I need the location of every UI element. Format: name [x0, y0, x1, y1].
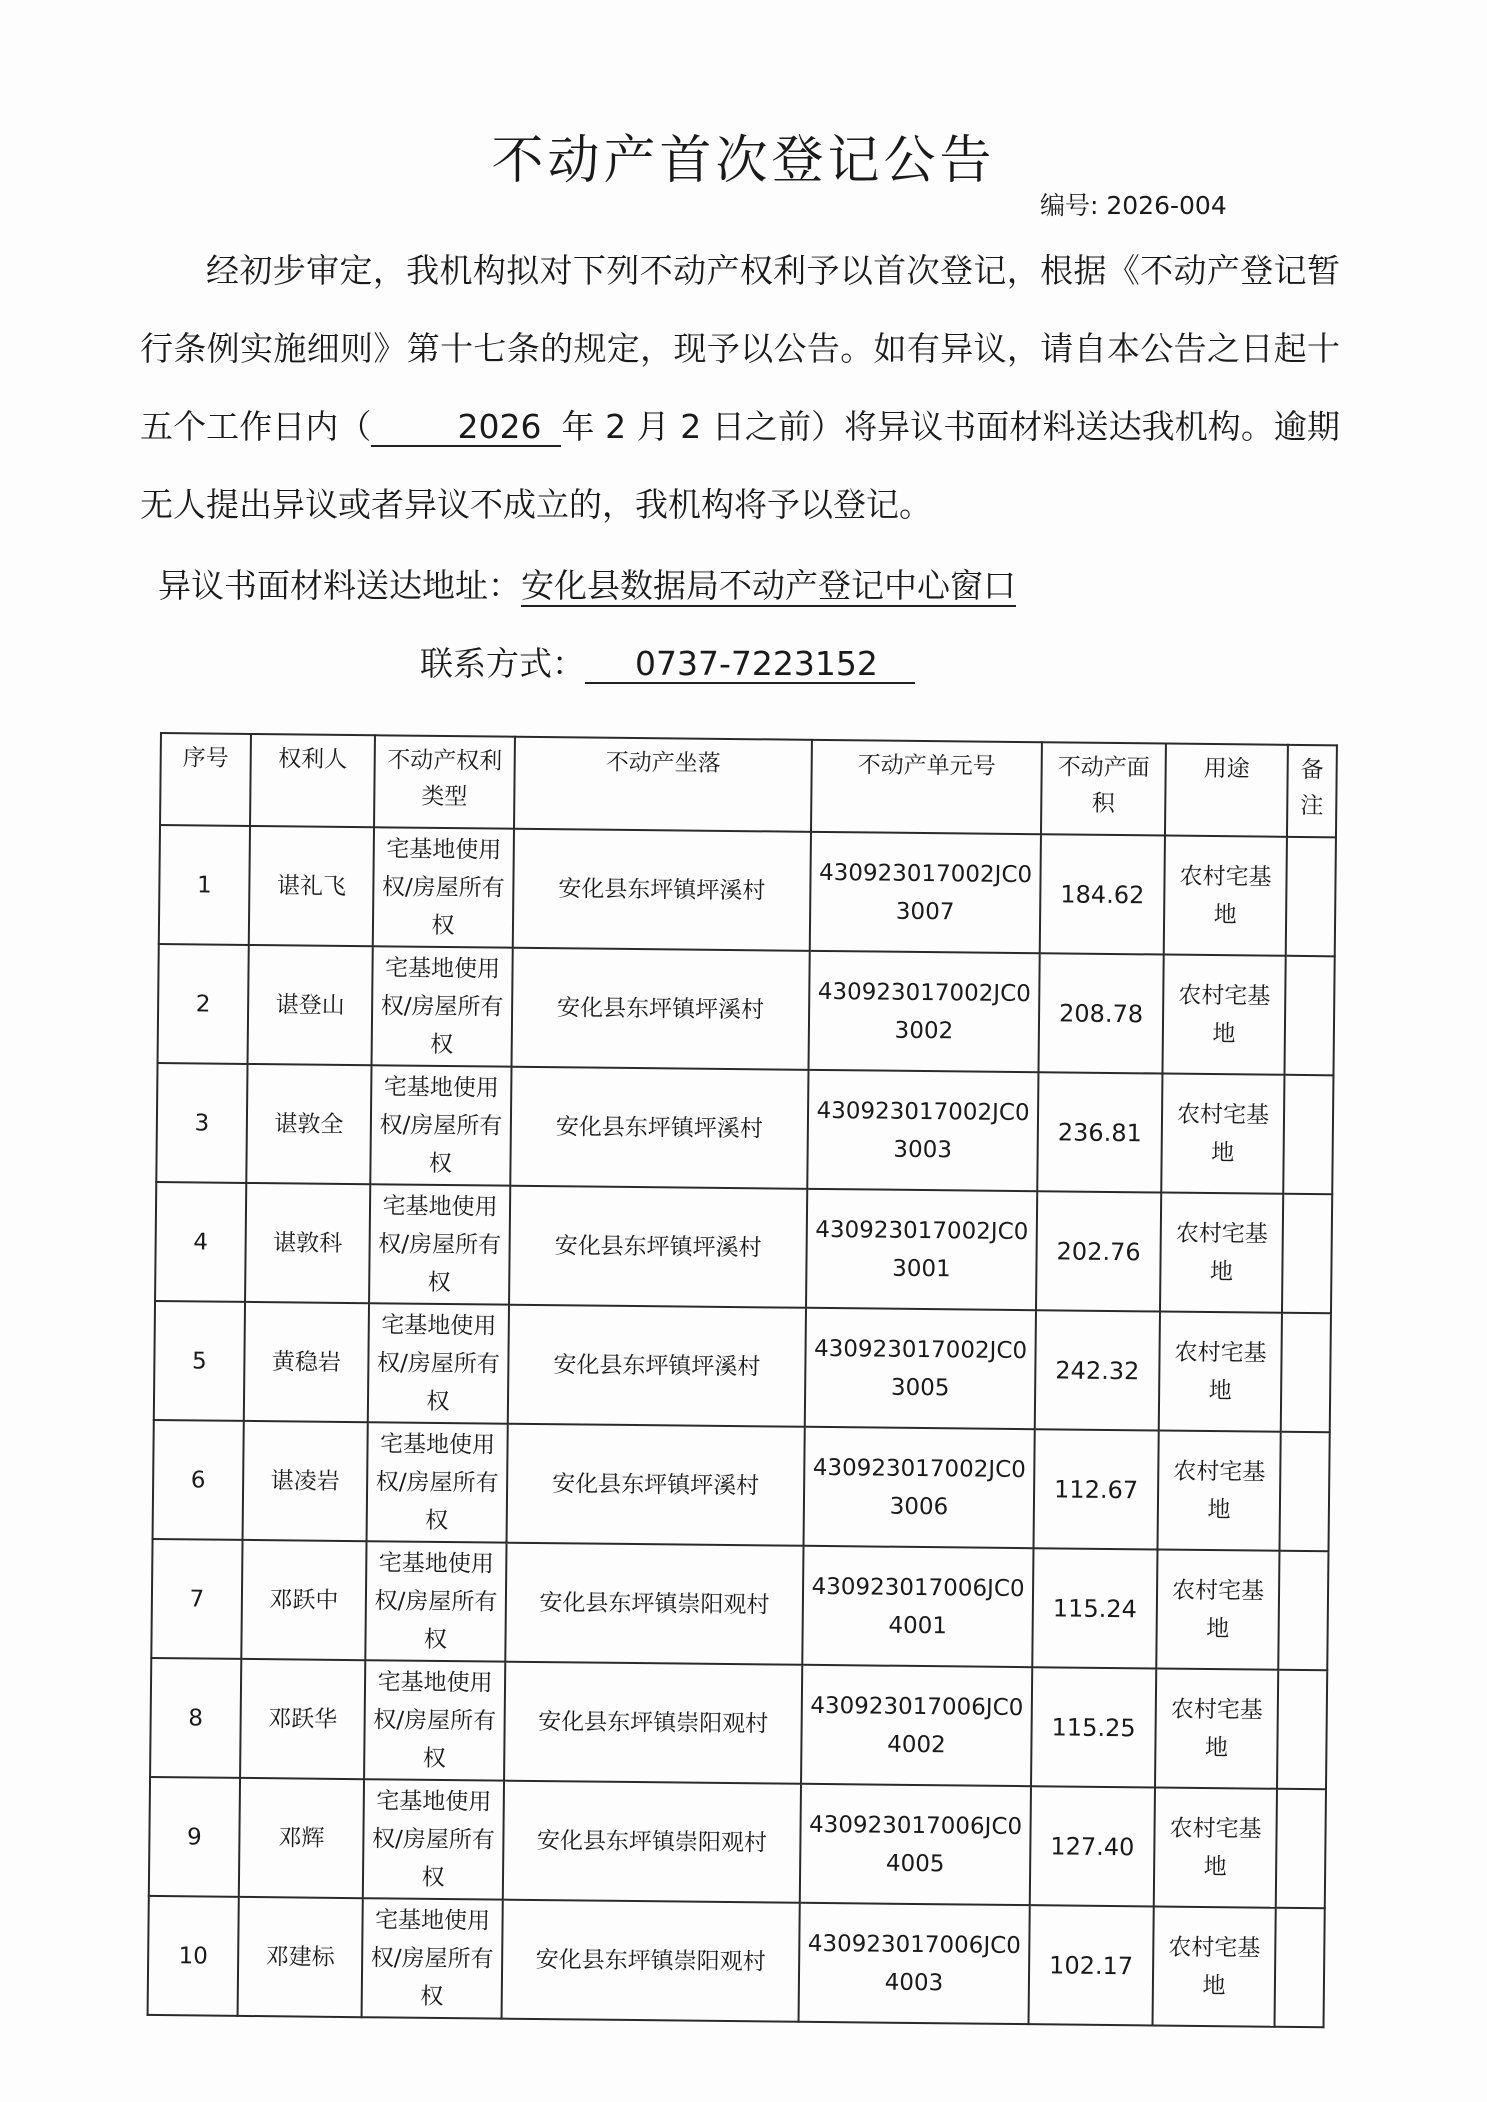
cell-location: 安化县东坪镇坪溪村 — [508, 1305, 806, 1427]
cell-no: 1 — [159, 825, 250, 945]
cell-use: 农村宅基地 — [1160, 1193, 1283, 1313]
document-number: 编号: 2026-004 — [1040, 191, 1227, 220]
cell-right-type: 宅基地使用权/房屋所有权 — [363, 1779, 504, 1899]
cell-area: 115.24 — [1032, 1548, 1157, 1668]
cell-right-type: 宅基地使用权/房屋所有权 — [368, 1303, 509, 1423]
table-row — [154, 1301, 1331, 1432]
cell-no: 3 — [156, 1063, 247, 1183]
cell-use: 农村宅基地 — [1157, 1430, 1280, 1550]
cell-area: 236.81 — [1037, 1072, 1162, 1192]
cell-owner: 谌礼飞 — [249, 826, 374, 946]
registration-table — [147, 732, 1338, 2028]
cell-no: 8 — [150, 1658, 241, 1778]
table-header-row — [160, 733, 1337, 837]
cell-location: 安化县东坪镇坪溪村 — [509, 1186, 807, 1308]
cell-owner: 谌登山 — [248, 945, 373, 1065]
cell-note — [1279, 1432, 1329, 1552]
cell-owner: 邓建标 — [238, 1897, 363, 2017]
cell-use: 农村宅基地 — [1154, 1787, 1277, 1907]
cell-location: 安化县东坪镇坪溪村 — [512, 948, 810, 1070]
cell-owner: 谌敦全 — [246, 1064, 371, 1184]
cell-no: 9 — [149, 1777, 240, 1897]
address-label: 异议书面材料送达地址： — [158, 566, 521, 605]
cell-location: 安化县东坪镇坪溪村 — [510, 1067, 808, 1189]
cell-owner: 谌凌岩 — [243, 1421, 368, 1541]
header-location: 不动产坐落 — [514, 737, 812, 832]
cell-area: 242.32 — [1035, 1310, 1160, 1430]
cell-owner: 黄稳岩 — [244, 1302, 369, 1422]
cell-use: 农村宅基地 — [1161, 1074, 1284, 1194]
cell-use: 农村宅基地 — [1155, 1668, 1278, 1788]
cell-no: 2 — [158, 944, 249, 1064]
cell-unit-number: 430923017006JC04005 — [800, 1784, 1031, 1905]
cell-right-type: 宅基地使用权/房屋所有权 — [365, 1541, 506, 1661]
cell-note — [1277, 1670, 1327, 1790]
cell-location: 安化县东坪镇坪溪村 — [513, 829, 811, 951]
cell-note — [1278, 1551, 1328, 1671]
header-note: 备注 — [1287, 745, 1337, 838]
cell-right-type: 宅基地使用权/房屋所有权 — [362, 1898, 503, 2018]
address-value: 安化县数据局不动产登记中心窗口 — [521, 566, 1016, 605]
table-row — [155, 1182, 1332, 1313]
cell-area: 102.17 — [1029, 1905, 1154, 2025]
cell-use: 农村宅基地 — [1164, 836, 1287, 956]
cell-unit-number: 430923017002JC03002 — [808, 951, 1039, 1072]
cell-use: 农村宅基地 — [1159, 1312, 1282, 1432]
cell-use: 农村宅基地 — [1156, 1549, 1279, 1669]
cell-no: 4 — [155, 1182, 246, 1302]
cell-note — [1276, 1789, 1326, 1909]
header-unit-number: 不动产单元号 — [811, 740, 1042, 834]
deadline-year: 2026 — [371, 409, 561, 447]
cell-unit-number: 430923017002JC03003 — [807, 1070, 1038, 1191]
cell-area: 127.40 — [1030, 1786, 1155, 1906]
contact-info — [420, 638, 915, 685]
cell-no: 5 — [154, 1301, 245, 1421]
page-title: 不动产首次登记公告 — [491, 131, 996, 191]
cell-right-type: 宅基地使用权/房屋所有权 — [364, 1660, 505, 1780]
notice-paragraph — [140, 232, 1340, 544]
notice-text-part1: 经初步审定，我机构拟对下列不动产权利予以首次登记，根据《不动产登记暂行条例实施细则》第十七条的规定，现予以公告。如有异议，请自本公告之日起十五个工作日内（ — [140, 251, 1340, 446]
table-row — [158, 944, 1335, 1075]
cell-unit-number: 430923017006JC04002 — [801, 1665, 1032, 1786]
cell-note — [1275, 1908, 1325, 2028]
cell-area: 202.76 — [1036, 1191, 1161, 1311]
table-row — [148, 1896, 1325, 2027]
table-row — [156, 1063, 1333, 1194]
cell-owner: 邓跃华 — [240, 1659, 365, 1779]
cell-owner: 邓辉 — [239, 1778, 364, 1898]
cell-unit-number: 430923017002JC03001 — [806, 1189, 1037, 1310]
cell-no: 7 — [151, 1539, 242, 1659]
cell-unit-number: 430923017006JC04003 — [799, 1903, 1030, 2024]
header-use: 用途 — [1165, 744, 1288, 837]
cell-note — [1286, 837, 1336, 957]
cell-owner: 谌敦科 — [245, 1183, 370, 1303]
cell-unit-number: 430923017006JC04001 — [802, 1546, 1033, 1667]
contact-label: 联系方式： — [420, 644, 585, 683]
cell-unit-number: 430923017002JC03006 — [804, 1427, 1035, 1548]
header-no: 序号 — [160, 733, 251, 826]
table-row — [150, 1658, 1327, 1789]
cell-location: 安化县东坪镇崇阳观村 — [503, 1781, 801, 1903]
objection-address — [158, 560, 1016, 607]
table-row — [153, 1420, 1330, 1551]
cell-area: 115.25 — [1031, 1667, 1156, 1787]
cell-no: 10 — [148, 1896, 239, 2016]
cell-location: 安化县东坪镇崇阳观村 — [505, 1543, 803, 1665]
cell-right-type: 宅基地使用权/房屋所有权 — [373, 827, 514, 947]
cell-right-type: 宅基地使用权/房屋所有权 — [367, 1422, 508, 1542]
table-row — [149, 1777, 1326, 1908]
table-row — [151, 1539, 1328, 1670]
header-right-type: 不动产权利类型 — [374, 735, 515, 828]
cell-note — [1282, 1194, 1332, 1314]
cell-unit-number: 430923017002JC03005 — [805, 1308, 1036, 1429]
cell-area: 184.62 — [1040, 834, 1165, 954]
cell-no: 6 — [153, 1420, 244, 1540]
cell-location: 安化县东坪镇崇阳观村 — [502, 1900, 800, 2022]
notice-text-part2: 年 2 月 2 日之前）将异议书面材料送达我机构。逾期无人提出异议或者异议不成立的，我机构将予以登记。 — [140, 407, 1340, 524]
cell-use: 农村宅基地 — [1153, 1906, 1276, 2026]
cell-location: 安化县东坪镇坪溪村 — [507, 1424, 805, 1546]
cell-right-type: 宅基地使用权/房屋所有权 — [369, 1184, 510, 1304]
cell-note — [1283, 1075, 1333, 1195]
header-area: 不动产面积 — [1041, 742, 1166, 835]
cell-right-type: 宅基地使用权/房屋所有权 — [372, 946, 513, 1066]
cell-location: 安化县东坪镇崇阳观村 — [504, 1662, 802, 1784]
cell-owner: 邓跃中 — [241, 1540, 366, 1660]
cell-area: 208.78 — [1038, 953, 1163, 1073]
cell-right-type: 宅基地使用权/房屋所有权 — [370, 1065, 511, 1185]
table-row — [159, 825, 1336, 956]
cell-note — [1284, 956, 1334, 1076]
contact-phone: 0737-7223152 — [585, 646, 915, 684]
cell-use: 农村宅基地 — [1162, 955, 1285, 1075]
header-owner: 权利人 — [250, 734, 375, 827]
cell-note — [1281, 1313, 1331, 1433]
cell-unit-number: 430923017002JC03007 — [810, 832, 1041, 953]
cell-area: 112.67 — [1034, 1429, 1159, 1549]
